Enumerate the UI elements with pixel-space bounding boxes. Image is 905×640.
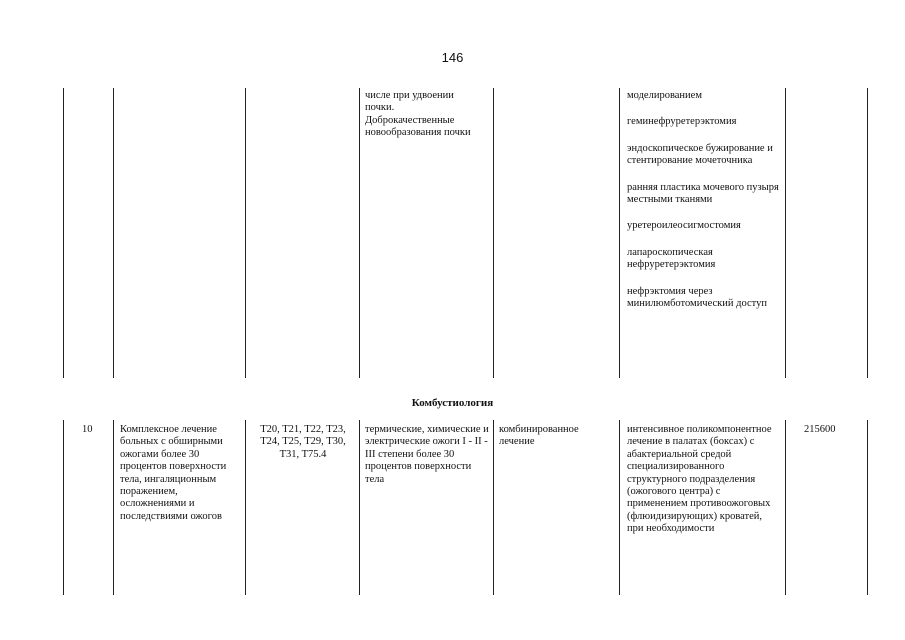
table-border	[785, 88, 786, 378]
method-item: моделированием	[627, 90, 702, 101]
table-border	[359, 88, 360, 378]
table-border	[785, 420, 786, 595]
method-item: нефрэктомия через минилюмботомический доступ	[627, 285, 767, 310]
row-method: интенсивное поликомпонентное лечение в палатах (боксах) с абактериальной средой специализированного структурного подразделения (ожогового центра) с применением противоожоговых (флюидизирующих) кроватей, при необходимости	[627, 424, 772, 535]
table-border	[245, 420, 246, 595]
table-border	[619, 88, 620, 378]
methods-cell	[627, 90, 779, 324]
table-border	[359, 420, 360, 595]
diagnosis-cell	[365, 90, 485, 140]
row-treatment-type: комбинированное лечение	[499, 424, 579, 448]
table-border	[493, 88, 494, 378]
method-item: уретероилеосигмостомия	[627, 220, 741, 232]
table-border	[245, 88, 246, 378]
row-cost: 215600	[804, 424, 836, 435]
row-codes: T20, T21, T22, T23, T24, T25, T29, T30, T31, T75.4	[260, 424, 346, 460]
method-item: ранняя пластика мочевого пузыря местными тканями	[627, 181, 779, 206]
page-number: 146	[441, 50, 464, 65]
row-name: Комплексное лечение больных с обширными ожогами более 30 процентов поверхности тела, ингаляционным поражением, осложнениями и последствиями ожогов	[120, 424, 227, 522]
table-border	[63, 88, 64, 378]
section-title: Комбустиология	[411, 397, 494, 409]
table-border	[113, 420, 114, 595]
table-border	[619, 420, 620, 595]
table-border	[867, 88, 868, 378]
method-item: эндоскопическое бужирование и стентирование мочеточника	[627, 142, 773, 167]
table-border	[493, 420, 494, 595]
method-item: геминефруретерэктомия	[627, 116, 737, 128]
table-border	[113, 88, 114, 378]
row-model: термические, химические и электрические ожоги I - II - III степени более 30 процентов поверхности тела	[365, 424, 489, 485]
method-item: лапароскопическая нефруретерэктомия	[627, 246, 716, 271]
table-border	[63, 420, 64, 595]
table-border	[867, 420, 868, 595]
row-number: 10	[82, 424, 93, 435]
diagnosis-text: числе при удвоении почки. Доброкачественные новообразования почки	[365, 90, 471, 139]
